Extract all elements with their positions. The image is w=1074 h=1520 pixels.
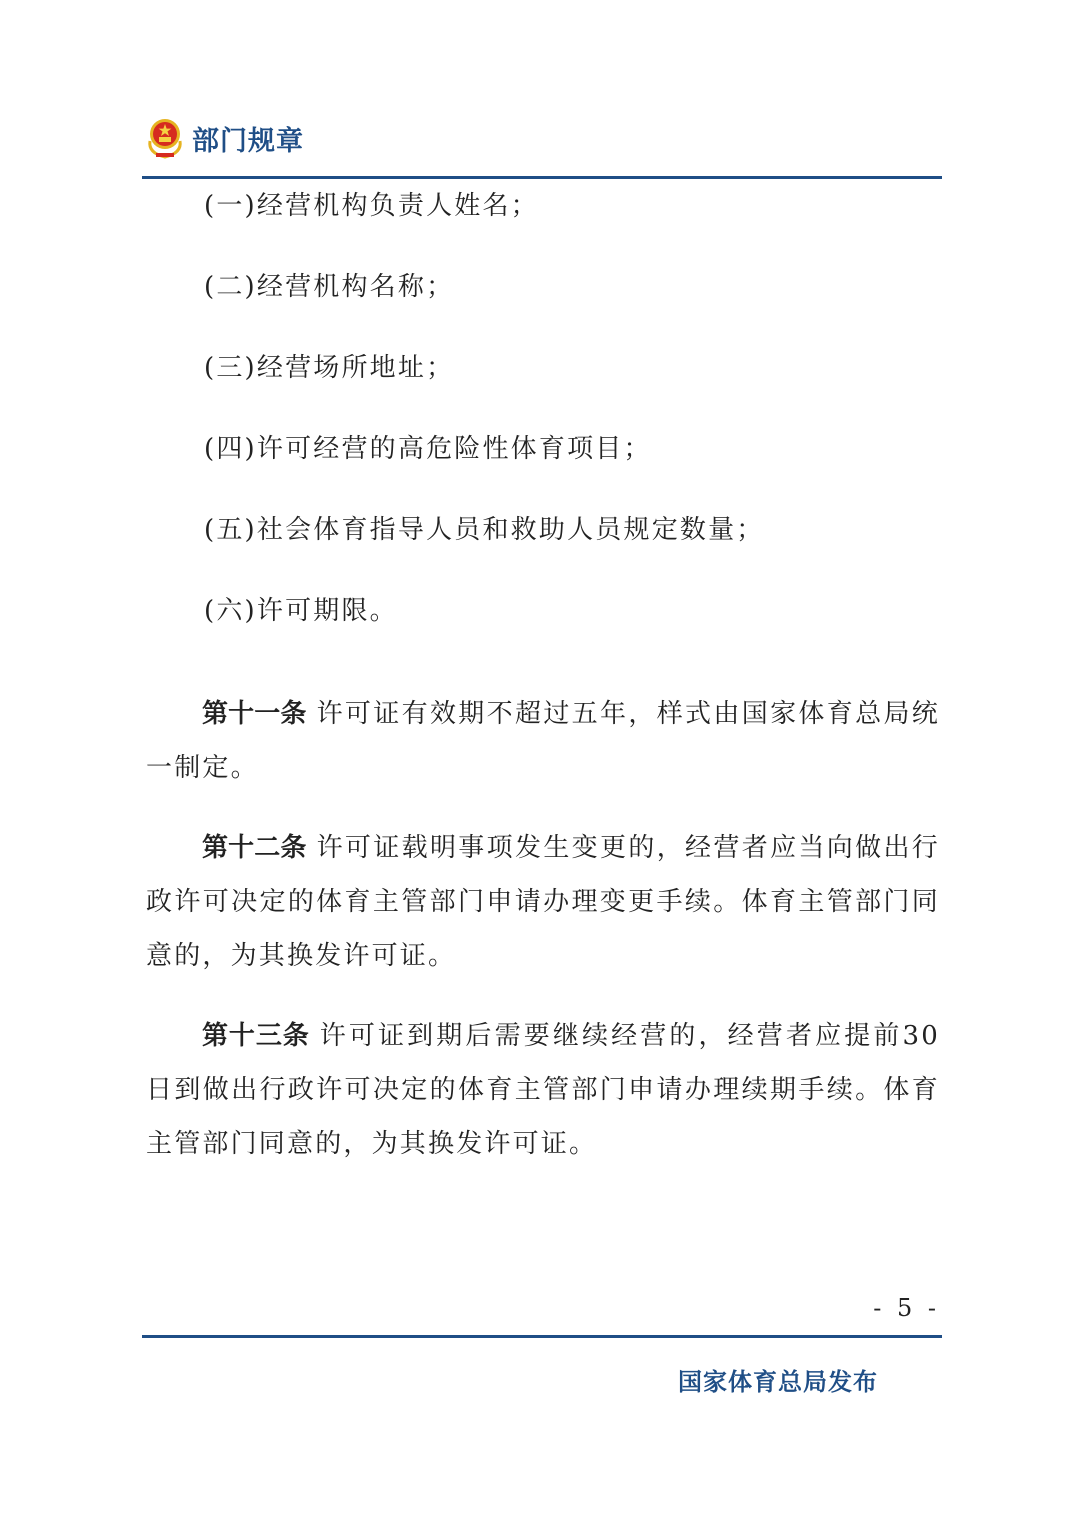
- footer-divider: [142, 1335, 942, 1338]
- list-item: (一)经营机构负责人姓名；: [204, 191, 539, 221]
- document-body: [146, 186, 940, 1197]
- list-item: (四)许可经营的高危险性体育项目；: [204, 434, 652, 464]
- article-text: 许可证载明事项发生变更的，经营者应当向做出行政许可决定的体育主管部门申请办理变更手续。体育主管部门同意的，为其换发许可证。: [146, 833, 940, 971]
- item-list: [146, 186, 940, 631]
- article-text: 许可证到期后需要继续经营的，经营者应提前30日到做出行政许可决定的体育主管部门申请办理续期手续。体育主管部门同意的，为其换发许可证。: [146, 1021, 940, 1159]
- article-12: [146, 821, 940, 983]
- page-number: - 5 -: [873, 1294, 940, 1322]
- header-title: 部门规章: [192, 125, 304, 157]
- list-item: (六)许可期限。: [204, 596, 398, 626]
- article-13: [146, 1009, 940, 1171]
- list-item: (三)经营场所地址；: [204, 353, 455, 383]
- article-title: 第十三条: [202, 1021, 310, 1051]
- national-emblem-icon: [146, 117, 184, 159]
- list-item: (五)社会体育指导人员和救助人员规定数量；: [204, 515, 765, 545]
- article-text: 许可证有效期不超过五年，样式由国家体育总局统一制定。: [146, 699, 940, 783]
- article-title: 第十二条: [202, 833, 307, 863]
- footer-publisher: 国家体育总局发布: [678, 1368, 878, 1396]
- article-title: 第十一条: [202, 699, 307, 729]
- article-list: [146, 687, 940, 1171]
- header-divider: [142, 176, 942, 179]
- page-header: [146, 116, 304, 160]
- article-11: [146, 687, 940, 795]
- list-item: (二)经营机构名称；: [204, 272, 455, 302]
